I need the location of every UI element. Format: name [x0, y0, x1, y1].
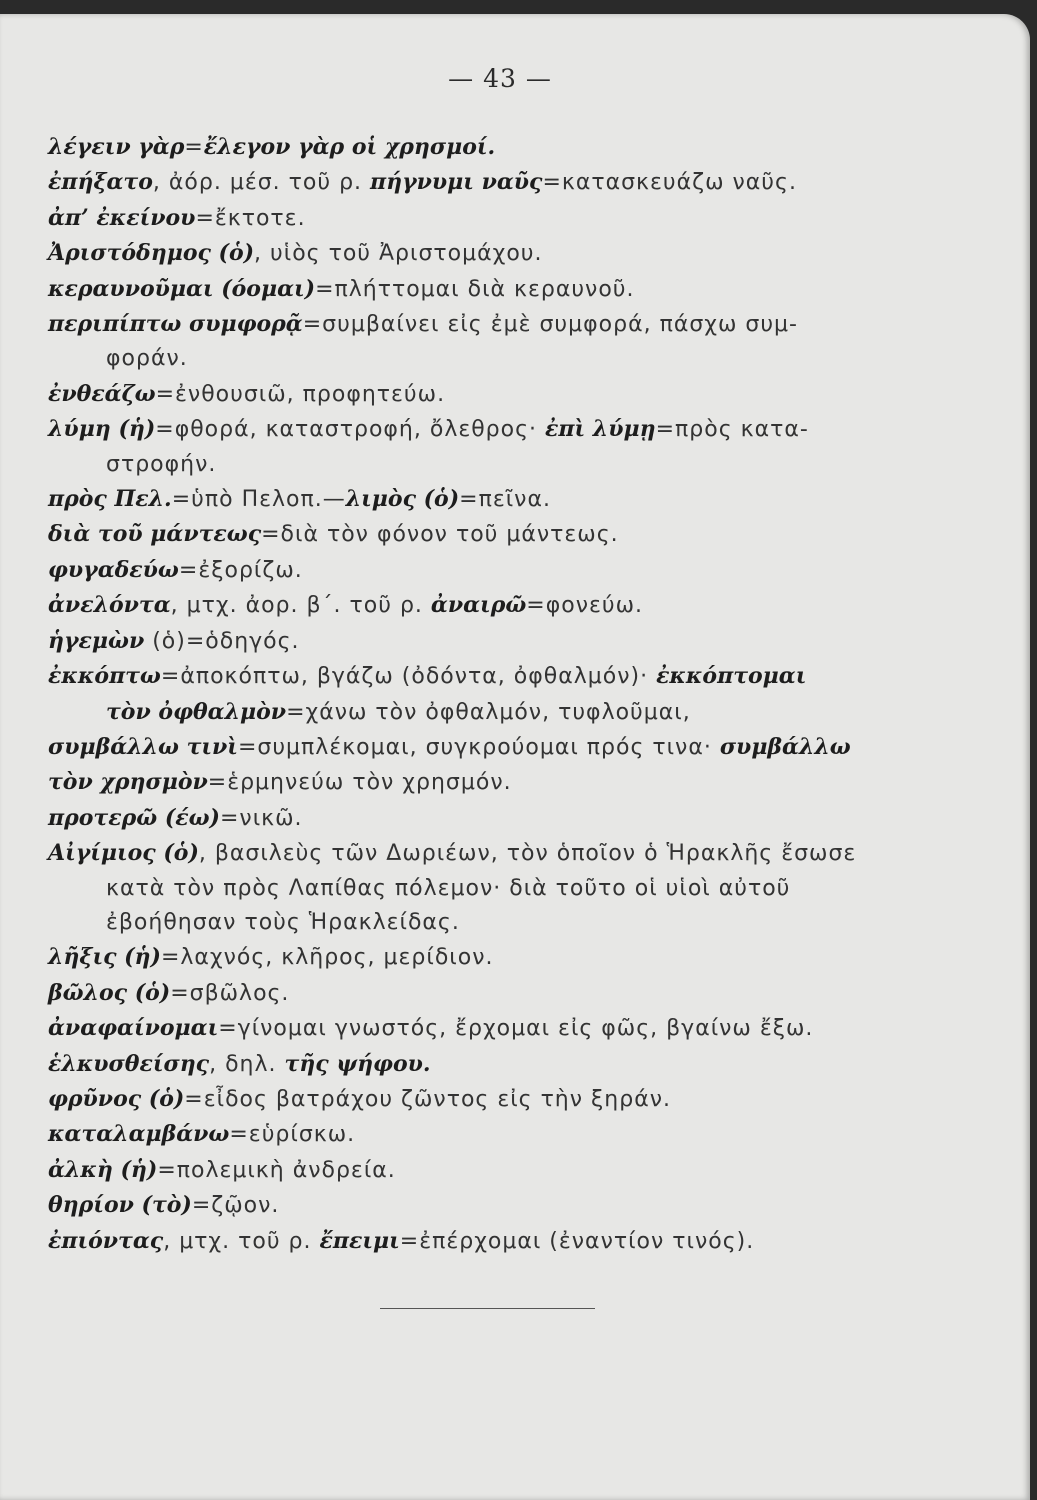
glossary-line	[48, 801, 908, 836]
gloss-text: , βασιλεὺς τῶν Δωριέων, τὸν ὁποῖον ὁ Ἡρακλῆς ἔσωσε	[198, 841, 857, 867]
glossary-line	[48, 165, 908, 200]
glossary-line	[48, 940, 908, 975]
glossary-line	[48, 1117, 908, 1152]
headword: συμβάλλω	[719, 733, 851, 760]
section-divider	[380, 1308, 595, 1309]
glossary-line	[48, 624, 908, 659]
gloss-text: =γίνομαι γνωστός, ἔρχομαι εἰς φῶς, βγαίνω ἔξω.	[218, 1016, 814, 1042]
glossary-line	[48, 377, 908, 412]
headword: συμβάλλω τινὶ	[48, 733, 238, 760]
gloss-text: =	[184, 135, 204, 160]
gloss-text: =φονεύω.	[526, 593, 644, 619]
glossary-line	[48, 482, 908, 517]
gloss-text: =πλήττομαι διὰ κεραυνοῦ.	[315, 276, 635, 302]
glossary-line-continuation	[48, 342, 908, 376]
gloss-text: =χάνω τὸν ὀφθαλμόν, τυφλοῦμαι,	[286, 699, 691, 725]
glossary-line	[48, 553, 908, 588]
glossary-line	[48, 130, 908, 165]
glossary-line	[48, 1188, 908, 1223]
gloss-text: φοράν.	[106, 346, 188, 372]
headword: προτερῶ (έω)	[48, 804, 220, 831]
headword: περιπίπτω συμφορᾷ	[48, 311, 303, 338]
headword: ἀναφαίνομαι	[48, 1015, 219, 1042]
gloss-text: =ἐξορίζω.	[178, 557, 303, 583]
glossary-line	[48, 412, 908, 447]
gloss-text: =ἑρμηνεύω τὸν χρησμόν.	[207, 770, 512, 796]
headword: ἐκκόπτομαι	[656, 663, 807, 690]
gloss-text: =συμπλέκομαι, συγκρούομαι πρός τινα·	[237, 734, 720, 760]
headword: ἀναιρῶ	[430, 592, 527, 619]
headword: διὰ τοῦ μάντεως	[48, 521, 262, 548]
glossary-line	[48, 307, 908, 342]
headword: τὸν ὀφθαλμὸν	[106, 698, 287, 725]
glossary-line	[48, 272, 908, 307]
headword: ἔπειμι	[319, 1227, 400, 1254]
gloss-text: , δηλ.	[209, 1051, 285, 1077]
headword: φρῦνος (ὁ)	[48, 1085, 185, 1112]
glossary-line	[48, 1047, 908, 1082]
glossary-line	[48, 1011, 908, 1046]
gloss-text: =συμβαίνει εἰς ἐμὲ συμφορά, πάσχω συμ-	[302, 312, 798, 338]
gloss-text: =ἐπέρχομαι (ἐναντίον τινός).	[399, 1228, 755, 1254]
headword: ἐκκόπτω	[48, 663, 161, 690]
headword: πρὸς Πελ.	[48, 486, 172, 513]
gloss-text: ἐβοήθησαν τοὺς Ἡρακλείδας.	[106, 909, 460, 935]
gloss-text: , μτχ. ἀορ. β΄. τοῦ ρ.	[170, 593, 431, 619]
headword: ἔλεγον γὰρ οἱ χρησμοί.	[203, 134, 496, 160]
glossary-line	[48, 836, 908, 871]
headword: ἐπὶ λύμῃ	[545, 416, 656, 443]
headword: θηρίον (τὸ)	[48, 1192, 192, 1219]
glossary-line	[48, 730, 908, 765]
headword: λέγειν γὰρ	[48, 134, 185, 160]
glossary-line	[48, 1224, 908, 1259]
gloss-text: =ἀποκόπτω, βγάζω (ὀδόντα, ὀφθαλμόν)·	[160, 664, 657, 690]
glossary-line-continuation	[48, 448, 908, 482]
gloss-text: =εὑρίσκω.	[229, 1122, 356, 1148]
headword: καταλαμβάνω	[48, 1121, 230, 1148]
gloss-text: , ἀόρ. μέσ. τοῦ ρ.	[152, 170, 371, 196]
glossary-entries	[48, 130, 908, 1259]
gloss-text: =ὑπὸ Πελοπ.—	[171, 487, 346, 513]
headword: βῶλος (ὁ)	[48, 979, 171, 1006]
gloss-text: =ἐνθουσιῶ, προφητεύω.	[155, 381, 446, 407]
gloss-text: =σβῶλος.	[170, 980, 290, 1006]
book-page	[0, 14, 1030, 1500]
glossary-line	[48, 588, 908, 623]
headword: Αἰγίμιος (ὁ)	[48, 840, 199, 867]
headword: λῆξις (ἡ)	[48, 944, 161, 971]
glossary-line-continuation	[48, 906, 908, 940]
headword: φυγαδεύω	[48, 556, 179, 583]
gloss-text: =κατασκευάζω ναῦς.	[542, 170, 797, 196]
gloss-text: =πολεμικὴ ἀνδρεία.	[157, 1157, 396, 1183]
glossary-line	[48, 236, 908, 271]
gloss-text: =διὰ τὸν φόνον τοῦ μάντεως.	[261, 522, 619, 548]
headword: πήγνυμι ναῦς	[370, 169, 543, 196]
glossary-line	[48, 517, 908, 552]
glossary-line	[48, 1153, 908, 1188]
headword: λύμη (ἡ)	[48, 416, 156, 443]
glossary-line-continuation	[48, 695, 908, 730]
gloss-text: , μτχ. τοῦ ρ.	[163, 1228, 320, 1254]
gloss-text: =ἔκτοτε.	[195, 205, 306, 231]
gloss-text: =λαχνός, κλῆρος, μερίδιον.	[160, 945, 494, 971]
glossary-line	[48, 1082, 908, 1117]
glossary-line	[48, 201, 908, 236]
gloss-text: κατὰ τὸν πρὸς Λαπίθας πόλεμον· διὰ τοῦτο οἱ υἱοὶ αὐτοῦ	[106, 875, 791, 901]
gloss-text: , υἱὸς τοῦ Ἀριστομάχου.	[254, 241, 543, 267]
page-number: — 43 —	[448, 64, 552, 93]
gloss-text: =πεῖνα.	[459, 487, 551, 513]
gloss-text: (ὁ)=ὁδηγός.	[144, 628, 300, 654]
gloss-text: =ζῷον.	[191, 1193, 280, 1219]
gloss-text: =φθορά, καταστροφή, ὄλεθρος·	[155, 417, 546, 443]
gloss-text: =νικῶ.	[219, 805, 303, 831]
headword: ἐνθεάζω	[48, 380, 156, 407]
headword: τὸν χρησμὸν	[48, 769, 208, 796]
gloss-text: =εἶδος βατράχου ζῶντος εἰς τὴν ξηράν.	[184, 1086, 671, 1112]
headword: λιμὸς (ὁ)	[345, 486, 460, 513]
headword: ἡγεμὼν	[48, 627, 145, 654]
headword: ἑλκυσθείσης	[48, 1050, 210, 1077]
headword: ἀπ’ ἐκείνου	[48, 204, 196, 231]
gloss-text: στροφήν.	[106, 451, 217, 477]
glossary-line	[48, 659, 908, 694]
glossary-line	[48, 765, 908, 800]
gloss-text: =πρὸς κατα-	[655, 417, 809, 443]
glossary-line-continuation	[48, 872, 908, 906]
headword: ἐπήξατο	[48, 169, 153, 196]
headword: ἐπιόντας	[48, 1227, 164, 1254]
headword: ἀλκὴ (ἡ)	[48, 1156, 158, 1183]
glossary-line	[48, 976, 908, 1011]
headword: Ἀριστόδημος (ὁ)	[48, 240, 255, 267]
headword: τῆς ψήφου.	[284, 1050, 431, 1077]
headword: κεραυνοῦμαι (όομαι)	[48, 275, 316, 302]
headword: ἀνελόντα	[48, 592, 171, 619]
